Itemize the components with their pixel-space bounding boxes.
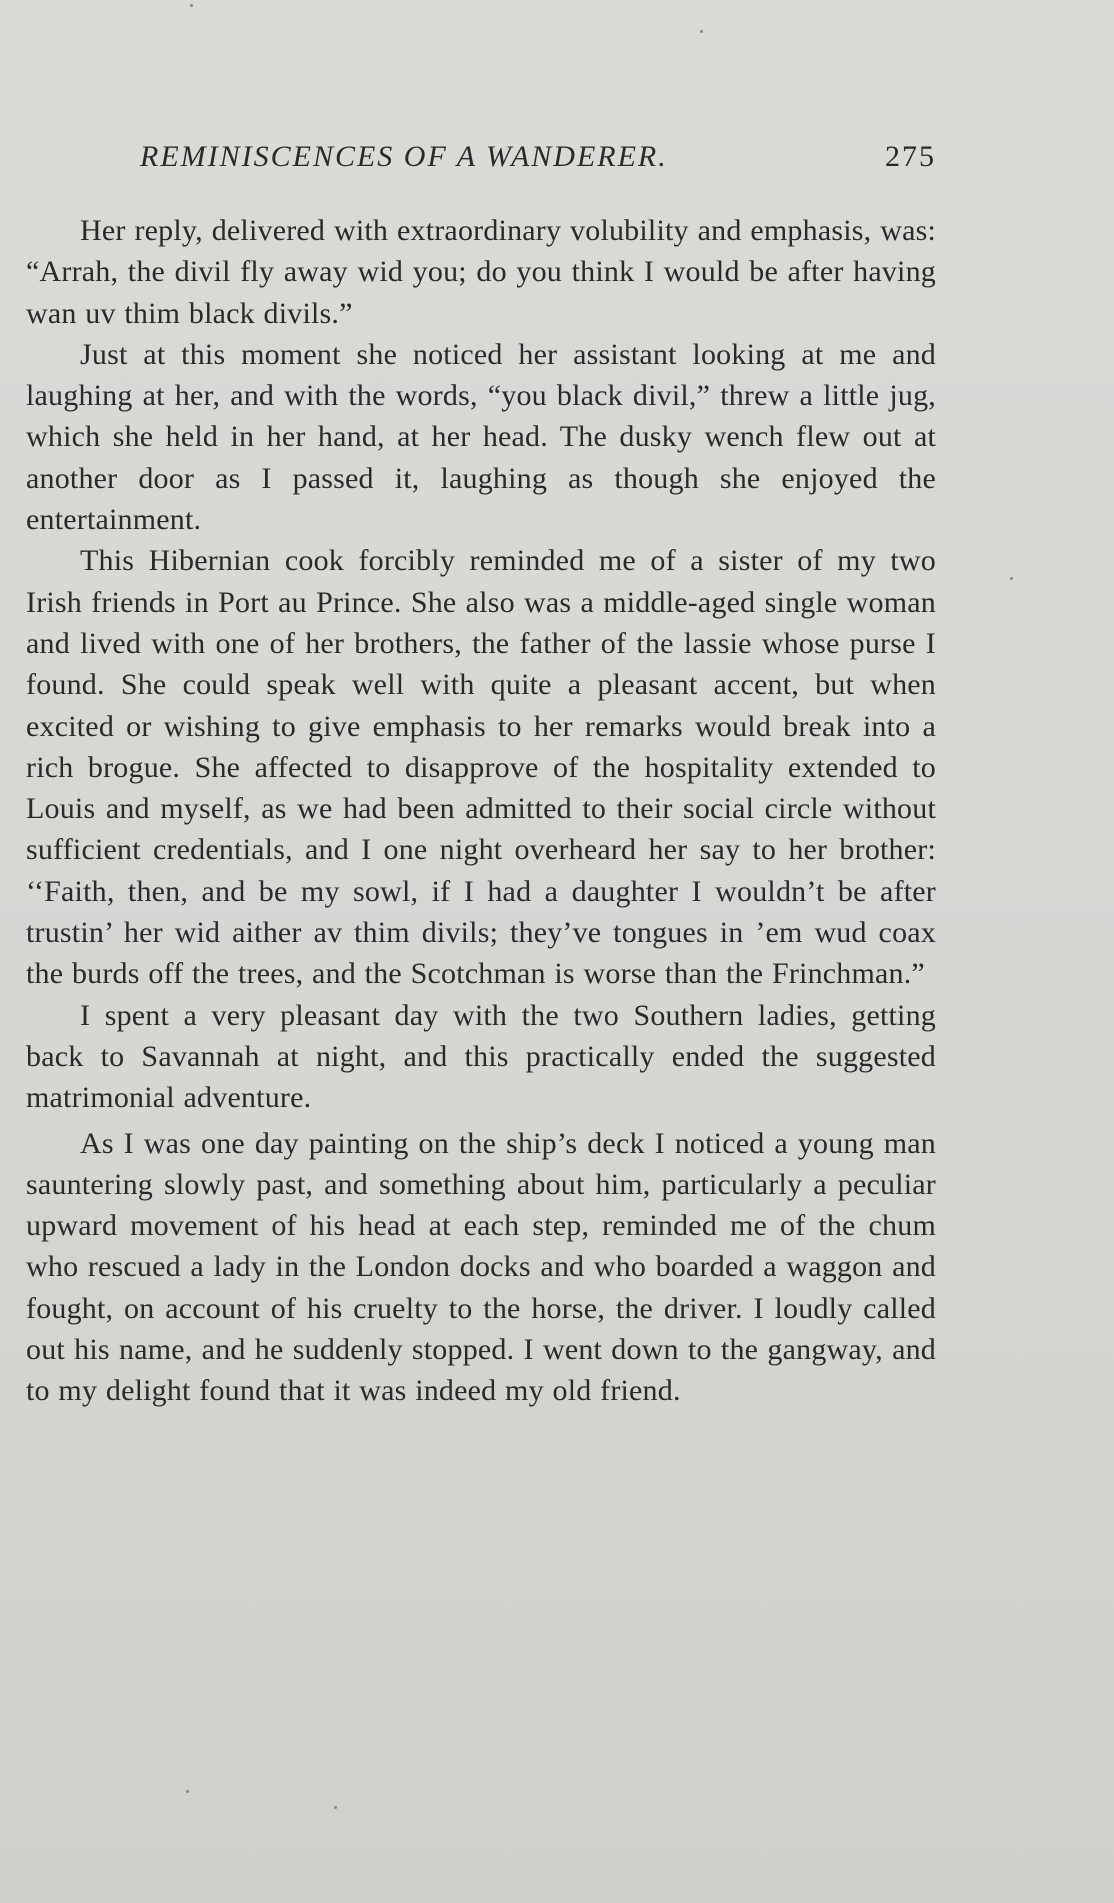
paper-speck [190, 4, 193, 7]
running-head [26, 140, 936, 184]
page-number: 275 [885, 140, 936, 173]
paper-speck [186, 1790, 189, 1793]
running-title: REMINISCENCES OF A WANDERER. [140, 140, 668, 173]
paragraph-4: I spent a very pleasant day with the two Southern ladies, getting back to Savannah at night, and this practically ended the suggested matrimonial adventure. [26, 998, 936, 1115]
paper-speck [334, 1806, 337, 1809]
paper-speck [700, 30, 703, 33]
paragraph-3: This Hibernian cook forcibly reminded me of a sister of my two Irish friends in Port au Prince. She also was a middle-aged single woman and lived with one of her brothers, the father of the lassie whose purse I found. She could speak well with quite a pleasant accent, but when excited or wishing to give emphasis to her remarks would break into a rich brogue. She affected to disapprove of the hospitality extended to Louis and myself, as we had been admitted to their social circle without sufficient credentials, and I one night overheard her say to her brother: ‘‘Faith, then, and be my sowl, if I had a daughter I wouldn’t be after trustin’ her wid aither av thim divils; they’ve tongues in ’em wud coax the burds off the trees, and the Scotchman is worse than the Frinchman.” [26, 544, 936, 991]
paragraph-2: Just at this moment she noticed her assistant looking at me and laughing at her, and with the words, “you black divil,” threw a little jug, which she held in her hand, at her head. The dusky wench flew out at another door as I passed it, laughing as though she enjoyed the entertainment. [26, 337, 936, 537]
paper-speck [1010, 577, 1013, 580]
body-text [26, 210, 936, 1412]
paragraph-1: Her reply, delivered with extraordinary volubility and emphasis, was: “Arrah, the divil fly away wid you; do you think I would be after having wan uv thim black divils.” [26, 214, 936, 330]
paragraph-5: As I was one day painting on the ship’s deck I noticed a young man sauntering slowly past, and something about him, particularly a peculiar upward movement of his head at each step, reminded me of the chum who rescued a lady in the London docks and who boarded a waggon and fought, on account of his cruelty to the horse, the driver. I loudly called out his name, and he suddenly stopped. I went down to the gangway, and to my delight found that it was indeed my old friend. [26, 1126, 936, 1408]
